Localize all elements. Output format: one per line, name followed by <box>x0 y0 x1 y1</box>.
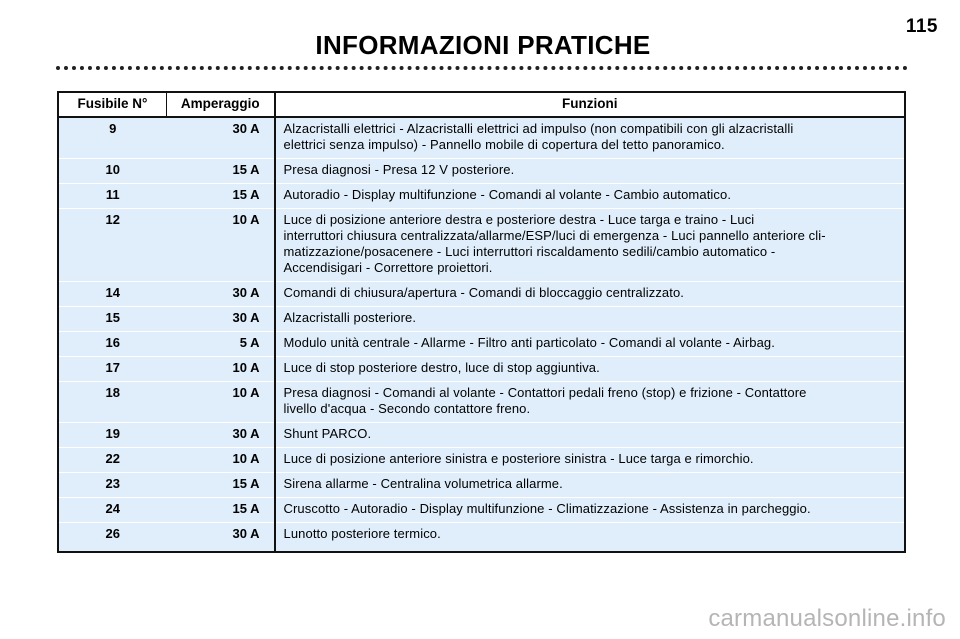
functions-cell <box>275 117 906 159</box>
fuse-number-cell: 12 <box>58 209 167 282</box>
fuse-number-cell: 26 <box>58 523 167 553</box>
fuse-table <box>57 91 906 553</box>
fuse-number-cell: 9 <box>58 117 167 159</box>
function-line: Cruscotto - Autoradio - Display multifunzione - Climatizzazione - Assistenza in parcheggio. <box>283 501 811 516</box>
table-body <box>58 117 905 552</box>
function-line: livello d'acqua - Secondo contattore freno. <box>283 401 531 416</box>
table-row <box>58 473 905 498</box>
table-row <box>58 423 905 448</box>
amperage-cell: 30 A <box>167 307 275 332</box>
functions-cell <box>275 423 906 448</box>
table-row <box>58 498 905 523</box>
function-line: Comandi di chiusura/apertura - Comandi di bloccaggio centralizzato. <box>283 285 685 300</box>
functions-cell <box>275 159 906 184</box>
function-line: Presa diagnosi - Presa 12 V posteriore. <box>283 162 515 177</box>
fuse-number-cell: 15 <box>58 307 167 332</box>
function-line: matizzazione/posacenere - Luci interruttori riscaldamento sedili/cambio automatico - <box>283 244 776 259</box>
fuse-number-cell: 16 <box>58 332 167 357</box>
functions-cell <box>275 307 906 332</box>
functions-cell <box>275 382 906 423</box>
table-row <box>58 357 905 382</box>
page-title: INFORMAZIONI PRATICHE <box>315 30 651 60</box>
page-number: 115 <box>905 16 938 37</box>
amperage-cell: 15 A <box>167 498 275 523</box>
fuse-number-cell: 19 <box>58 423 167 448</box>
function-line: elettrici senza impulso) - Pannello mobile di copertura del tetto panoramico. <box>283 137 725 152</box>
table-header-row <box>58 92 905 117</box>
amperage-cell: 10 A <box>167 357 275 382</box>
fuse-number-cell: 10 <box>58 159 167 184</box>
function-line: Lunotto posteriore termico. <box>283 526 441 541</box>
function-line: Luce di stop posteriore destro, luce di stop aggiuntiva. <box>283 360 600 375</box>
table-row <box>58 332 905 357</box>
fuse-number-cell: 18 <box>58 382 167 423</box>
fuse-number-cell: 14 <box>58 282 167 307</box>
functions-cell <box>275 448 906 473</box>
header-amperage: Amperaggio <box>167 92 275 117</box>
function-line: Alzacristalli elettrici - Alzacristalli elettrici ad impulso (non compatibili con gli alzacristalli <box>283 121 794 136</box>
table-row <box>58 382 905 423</box>
table-row <box>58 523 905 553</box>
amperage-cell: 10 A <box>167 209 275 282</box>
function-line: Modulo unità centrale - Allarme - Filtro anti particolato - Comandi al volante - Airbag. <box>283 335 775 350</box>
amperage-cell: 10 A <box>167 448 275 473</box>
watermark: carmanualsonline.info <box>708 605 946 632</box>
table-row <box>58 282 905 307</box>
function-line: Accendisigari - Correttore proiettori. <box>283 260 493 275</box>
amperage-cell: 15 A <box>167 159 275 184</box>
amperage-cell: 5 A <box>167 332 275 357</box>
fuse-number-cell: 11 <box>58 184 167 209</box>
functions-cell <box>275 523 906 553</box>
amperage-cell: 30 A <box>167 282 275 307</box>
table-row <box>58 117 905 159</box>
function-line: Luce di posizione anteriore destra e posteriore destra - Luce targa e traino - Luci <box>283 212 755 227</box>
table-row <box>58 307 905 332</box>
functions-cell <box>275 498 906 523</box>
amperage-cell: 10 A <box>167 382 275 423</box>
amperage-cell: 30 A <box>167 117 275 159</box>
function-line: Shunt PARCO. <box>283 426 372 441</box>
table-row <box>58 448 905 473</box>
fuse-number-cell: 22 <box>58 448 167 473</box>
function-line: Alzacristalli posteriore. <box>283 310 417 325</box>
amperage-cell: 15 A <box>167 184 275 209</box>
function-line: Presa diagnosi - Comandi al volante - Contattori pedali freno (stop) e frizione - Contattore <box>283 385 807 400</box>
fuse-number-cell: 24 <box>58 498 167 523</box>
header-fuse-number: Fusibile N° <box>58 92 167 117</box>
functions-cell <box>275 473 906 498</box>
header-functions: Funzioni <box>275 92 906 117</box>
functions-cell <box>275 357 906 382</box>
table-row <box>58 159 905 184</box>
amperage-cell: 15 A <box>167 473 275 498</box>
functions-cell <box>275 332 906 357</box>
table-row <box>58 209 905 282</box>
functions-cell <box>275 184 906 209</box>
function-line: Sirena allarme - Centralina volumetrica allarme. <box>283 476 563 491</box>
functions-cell <box>275 209 906 282</box>
dotted-divider <box>56 66 908 70</box>
fuse-number-cell: 17 <box>58 357 167 382</box>
function-line: Luce di posizione anteriore sinistra e posteriore sinistra - Luce targa e rimorchio. <box>283 451 754 466</box>
function-line: interruttori chiusura centralizzata/allarme/ESP/luci di emergenza - Luci pannello anteriore cli- <box>283 228 826 243</box>
functions-cell <box>275 282 906 307</box>
fuse-number-cell: 23 <box>58 473 167 498</box>
amperage-cell: 30 A <box>167 523 275 553</box>
table-row <box>58 184 905 209</box>
amperage-cell: 30 A <box>167 423 275 448</box>
function-line: Autoradio - Display multifunzione - Comandi al volante - Cambio automatico. <box>283 187 732 202</box>
